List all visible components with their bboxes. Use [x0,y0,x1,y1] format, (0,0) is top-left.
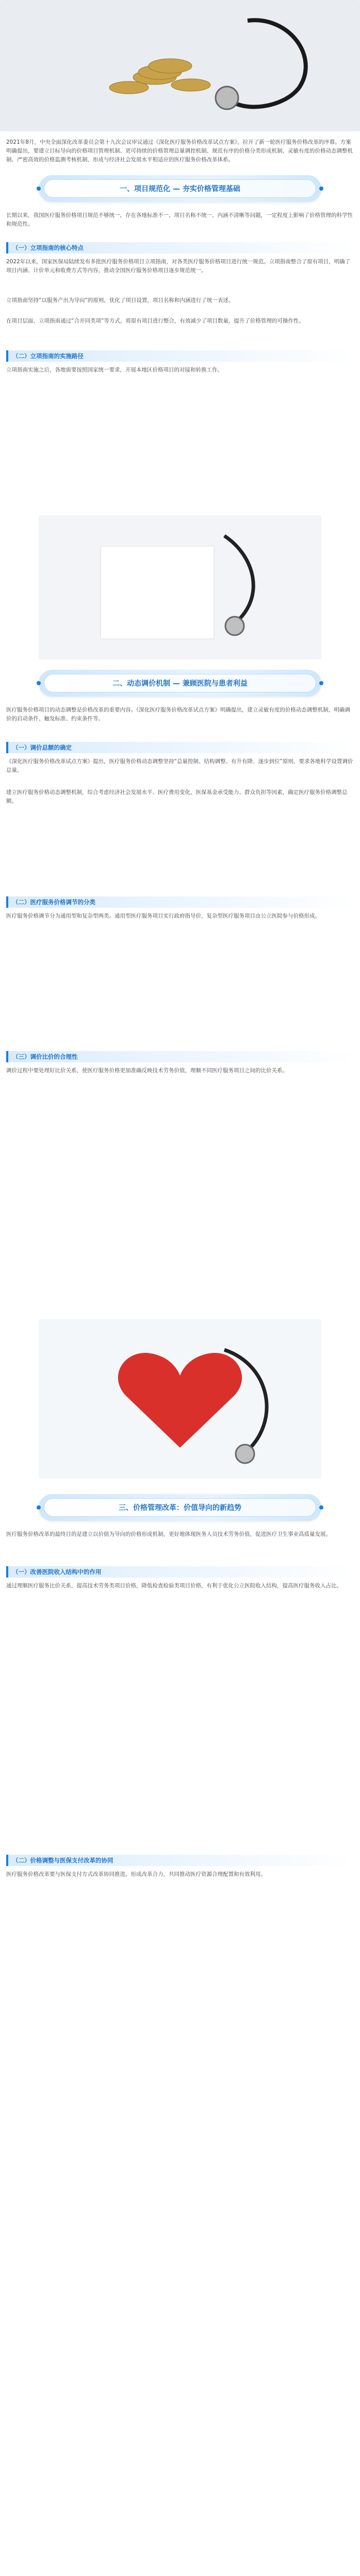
subheading [6,242,356,253]
section-2-banner [39,670,321,697]
banner-dot [37,1505,41,1510]
banner-dot [319,681,323,685]
banner-dot [37,187,41,191]
section-3-banner [39,1494,321,1521]
intro-paragraph: 2021年8月，中央全面深化改革委员会第十九次会议审议通过《深化医疗服务价格改革试点方案》，拉开了新一轮医疗服务价格改革的序幕。方案明确提出，要建立目标导向的价格项目管理机制、更可持续的价格管理总量调控机制、规范有序的价格分类形成机制、灵敏有度的价格动态调整机制、严密高效的价格监测考核机制，形成与经济社会发展水平相适应的医疗服务价格改革体系。 [6,139,353,163]
paragraph: 立项指南实施之后，各地需要按照国家统一要求，开展本地区价格项目的对接和转换工作。 [6,367,223,373]
subheading-label: （二）价格调整与医保支付改革的协同 [12,1857,113,1864]
banner-dot [319,1505,323,1510]
doctor-writing-photo [39,515,321,659]
subheading [6,896,356,908]
subheading-label: （三）调价比价的合理性 [12,1053,78,1060]
paragraph: 医疗服务价格项目的动态调整是价格改革的重要内容。《深化医疗服务价格改革试点方案》明确提出，建立灵敏有度的价格动态调整机制，明确调价的启动条件、触发标准、约束条件等。 [6,707,350,722]
subheading-label: （一）立项指南的核心特点 [12,244,84,251]
subheading [6,350,356,362]
paragraph: 建立医疗服务价格动态调整机制，综合考虑经济社会发展水平、医疗费用变化、医保基金承受能力、群众负担等因素，确定医疗服务价格调整总额。 [6,789,348,804]
paragraph: 医疗服务价格调节分为通用型和复杂型两类。通用型医疗服务项目实行政府指导价，复杂型医疗服务项目由公立医院参与价格形成。 [6,913,320,919]
heart-stethoscope-photo [39,1319,321,1479]
paragraph: 2022年以来，国家医保局陆续发布多批医疗服务价格项目立项指南，对各类医疗服务价格项目进行统一规范。立项指南整合了原有项目，明确了项目内涵、计价单元和收费方式等内容，推动全国医疗服务价格项目逐步规范统一。 [6,259,351,274]
paragraph: 医疗服务价格改革的最终目的是建立以价值为导向的价格形成机制，更好地体现医务人员技术劳务价值，促进医疗卫生事业高质量发展。 [6,1531,331,1537]
stethoscope-coins-photo [0,0,360,131]
paragraph: 通过理顺医疗服务比价关系，提高技术劳务类项目价格，降低检查检验类项目价格，有利于优化公立医院收入结构，提高医疗服务收入占比。 [6,1583,342,1589]
subheading [6,1051,356,1062]
subheading-label: （二）医疗服务价格调节的分类 [12,899,95,906]
paragraph: 医疗服务价格改革要与医保支付方式改革协同推进，形成改革合力，共同推动医疗资源合理配置和有效利用。 [6,1871,266,1877]
subheading [6,742,356,753]
section-2-title: 二、动态调价机制 — 兼顾医院与患者利益 [112,680,248,688]
paragraph: 立项指南坚持“以服务产出为导向”的原则，优化了项目设置，项目名称和内涵进行了统一表述。 [6,297,234,303]
subheading-label: （二）立项指南的实施路径 [12,352,84,360]
banner-dot [37,681,41,685]
section-1-title: 一、项目规范化 — 夯实价格管理基础 [120,185,240,193]
paragraph: 《深化医疗服务价格改革试点方案》提出，医疗服务价格动态调整坚持“总量控制、结构调整、有升有降、逐步到位”原则，要求各地科学设置调价总量。 [6,758,353,773]
paragraph: 调价过程中要处理好比价关系，使医疗服务价格更加准确反映技术劳务价值，理顺不同医疗服务项目之间的比价关系。 [6,1067,288,1074]
subheading [6,1855,356,1866]
banner-dot [319,187,323,191]
paragraph: 在项目层面，立项指南通过“合并同类项”等方式，将原有项目进行整合，有效减少了项目数量，提升了价格管理的可操作性。 [6,318,304,324]
subheading-label: （一）调价总额的确定 [12,744,72,751]
subheading-label: （一）改善医院收入结构中的作用 [12,1568,102,1575]
section-1-banner [39,175,321,202]
subheading [6,1566,356,1578]
section-3-title: 三、价格管理改革：价值导向的新趋势 [119,1504,241,1512]
paragraph: 长期以来，我国医疗服务价格项目规范不够统一，存在各地标准不一、项目名称不统一、内涵不清晰等问题，一定程度上影响了价格管理的科学性和规范性。 [6,212,353,227]
